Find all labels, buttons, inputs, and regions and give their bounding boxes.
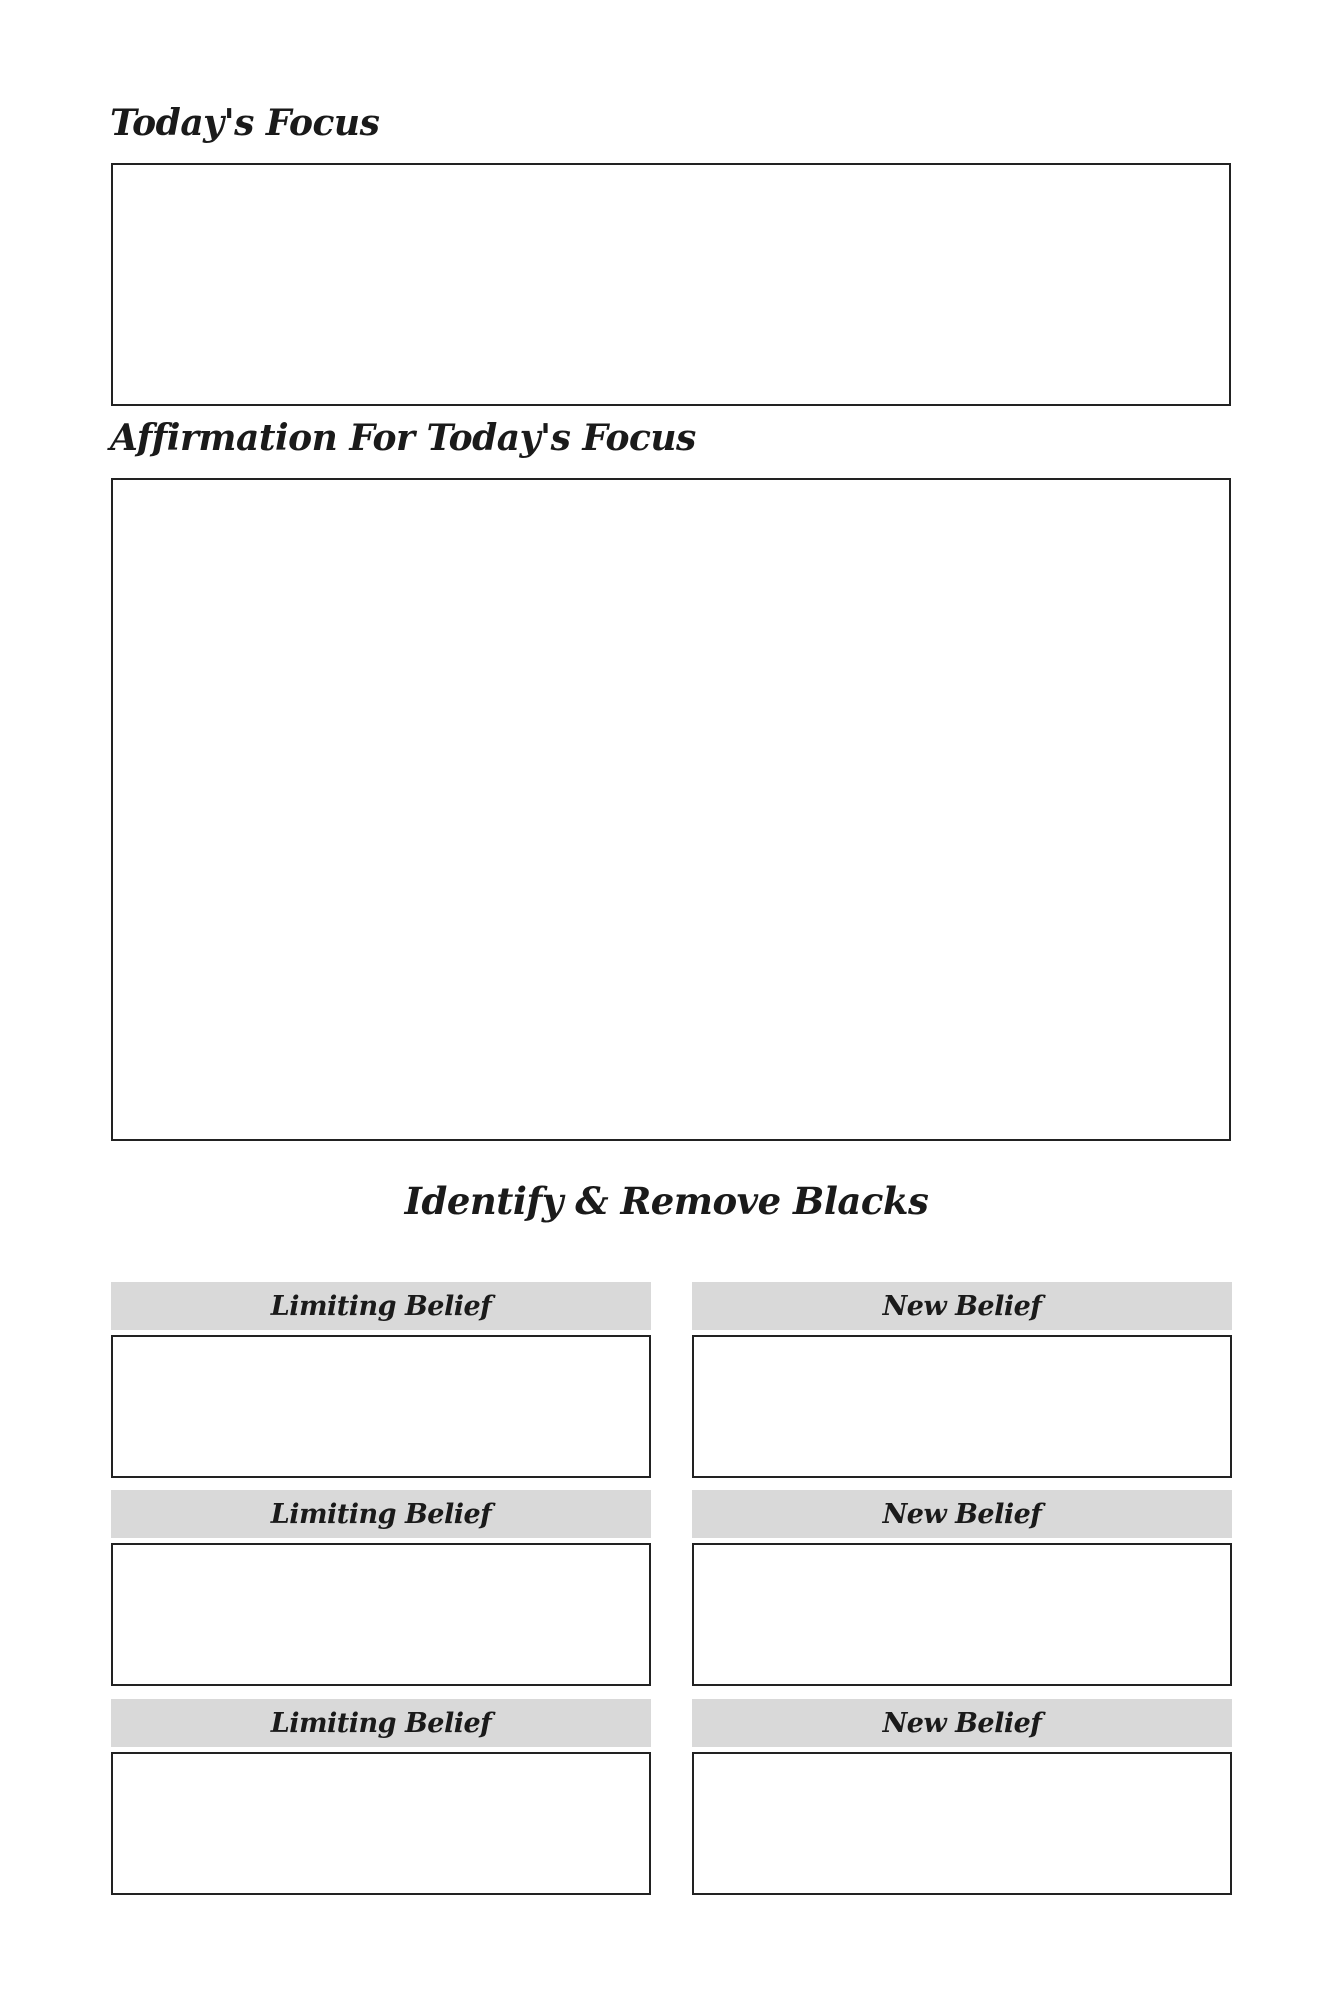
focus-writing-box[interactable] — [111, 163, 1231, 406]
new-belief-header — [692, 1490, 1232, 1538]
limiting-belief-header — [111, 1282, 651, 1330]
affirmation-writing-box[interactable] — [111, 478, 1231, 1141]
limiting-belief-header — [111, 1699, 651, 1747]
affirmation-heading: Affirmation For Today's Focus — [110, 417, 696, 459]
new-belief-label: New Belief — [882, 1290, 1042, 1322]
new-belief-box[interactable] — [692, 1543, 1232, 1686]
new-belief-box[interactable] — [692, 1752, 1232, 1895]
limiting-belief-box[interactable] — [111, 1543, 651, 1686]
limiting-belief-label: Limiting Belief — [270, 1290, 492, 1322]
limiting-belief-label: Limiting Belief — [270, 1707, 492, 1739]
limiting-belief-header — [111, 1490, 651, 1538]
new-belief-header — [692, 1282, 1232, 1330]
new-belief-label: New Belief — [882, 1707, 1042, 1739]
new-belief-header — [692, 1699, 1232, 1747]
new-belief-box[interactable] — [692, 1335, 1232, 1478]
limiting-belief-box[interactable] — [111, 1335, 651, 1478]
focus-heading: Today's Focus — [110, 102, 380, 144]
new-belief-label: New Belief — [882, 1498, 1042, 1530]
limiting-belief-box[interactable] — [111, 1752, 651, 1895]
blocks-heading: Identify & Remove Blacks — [404, 1179, 929, 1223]
limiting-belief-label: Limiting Belief — [270, 1498, 492, 1530]
